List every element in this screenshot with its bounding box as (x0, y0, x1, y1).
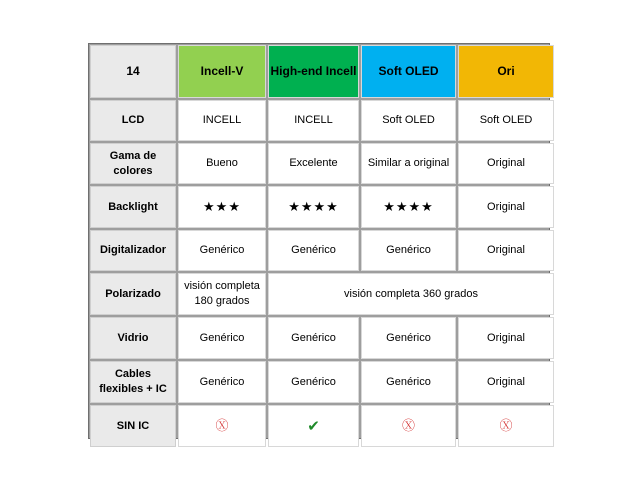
table-cell: Excelente (268, 143, 359, 184)
row-header-digitalizador: Digitalizador (90, 230, 176, 271)
check-icon: ✔ (307, 416, 320, 435)
table-cell: Original (458, 230, 554, 271)
table-cell (178, 405, 266, 447)
table-cell: Original (458, 143, 554, 184)
table-cell: Original (458, 186, 554, 228)
table-cell (268, 405, 359, 447)
table-cell: Genérico (361, 361, 456, 403)
comparison-table (88, 43, 550, 439)
star-rating: ★★★ (178, 186, 266, 228)
table-cell: Original (458, 317, 554, 359)
table-cell: Genérico (361, 230, 456, 271)
table-cell: Bueno (178, 143, 266, 184)
row-header-polarizado: Polarizado (90, 273, 176, 315)
table-cell: Soft OLED (361, 100, 456, 141)
star-rating: ★★★★ (268, 186, 359, 228)
table-cell: Genérico (178, 361, 266, 403)
table-cell (361, 405, 456, 447)
corner-cell: 14 (90, 45, 176, 98)
table-cell: Soft OLED (458, 100, 554, 141)
table-cell: Genérico (268, 317, 359, 359)
column-header-incell-v: Incell-V (178, 45, 266, 98)
table-cell: Genérico (268, 361, 359, 403)
row-header-backlight: Backlight (90, 186, 176, 228)
table-cell: Similar a original (361, 143, 456, 184)
column-header-ori: Ori (458, 45, 554, 98)
table-cell: Genérico (361, 317, 456, 359)
star-rating: ★★★★ (361, 186, 456, 228)
table-cell: INCELL (178, 100, 266, 141)
cross-circle-icon: Ⓧ (401, 418, 415, 434)
row-header-cables-flexibles-ic: Cables flexibles + IC (90, 361, 176, 403)
row-header-sin-ic: SIN IC (90, 405, 176, 447)
row-header-gama-de-colores: Gama de colores (90, 143, 176, 184)
cross-circle-icon: Ⓧ (499, 418, 513, 434)
table-cell: Genérico (178, 230, 266, 271)
column-header-soft-oled: Soft OLED (361, 45, 456, 98)
merged-table-cell: visión completa 360 grados (268, 273, 554, 315)
table-cell (458, 405, 554, 447)
table-cell: Genérico (268, 230, 359, 271)
table-cell: INCELL (268, 100, 359, 141)
table-cell: Original (458, 361, 554, 403)
row-header-vidrio: Vidrio (90, 317, 176, 359)
row-header-lcd: LCD (90, 100, 176, 141)
table-cell: Genérico (178, 317, 266, 359)
table-cell: visión completa 180 grados (178, 273, 266, 315)
cross-circle-icon: Ⓧ (215, 418, 229, 434)
column-header-high-end-incell: High-end Incell (268, 45, 359, 98)
